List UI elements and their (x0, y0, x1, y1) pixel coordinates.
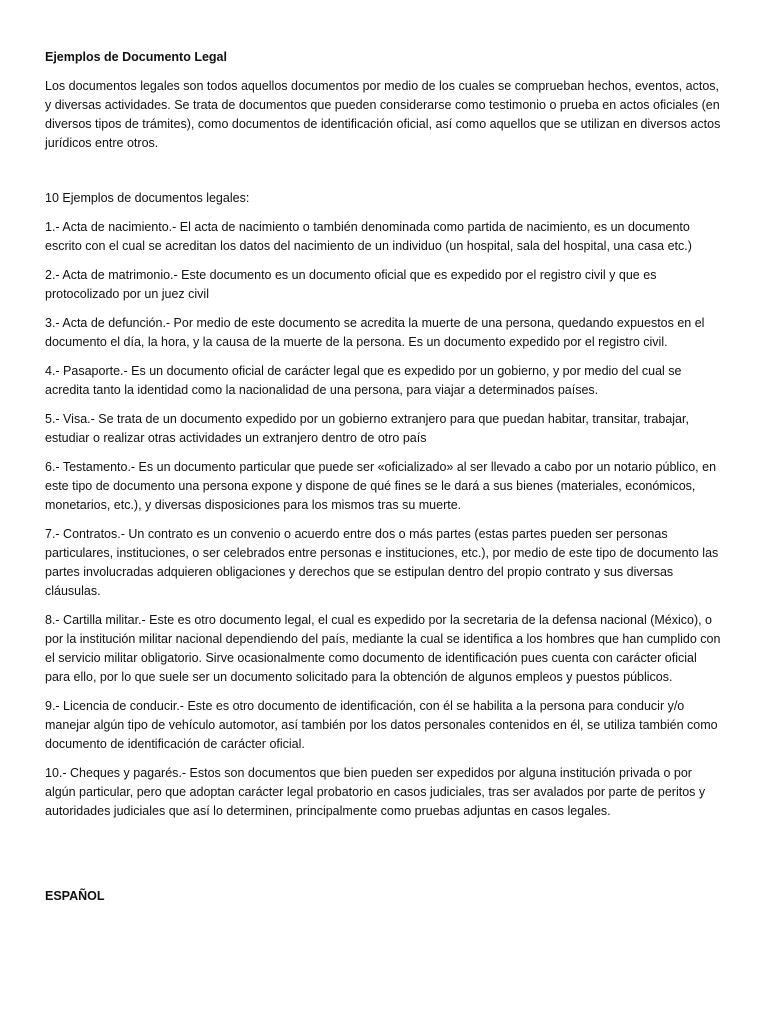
list-item-10: 10.- Cheques y pagarés.- Estos son documentos que bien pueden ser expedidos por alguna institución privada o por algún particular, pero que adoptan carácter legal probatorio en casos judiciales, tras ser avalados por parte de peritos y autoridades judiciales que así lo determinen, principalmente como pruebas adjuntas en casos legales. (45, 766, 706, 818)
list-item-8: 8.- Cartilla militar.- Este es otro documento legal, el cual es expedido por la secretaria de la defensa nacional (México), o por la institución militar nacional dependiendo del país, mediante la cual se identifica a los hombres que han cumplido con el servicio militar obligatorio. Sirve ocasionalmente como documento de identificación pues cuenta con carácter oficial para ello, por lo que suele ser un documento solicitado para la obtención de algunos empleos y puestos públicos. (45, 613, 721, 684)
document-title: Ejemplos de Documento Legal (45, 50, 227, 64)
list-item-6: 6.- Testamento.- Es un documento particular que puede ser «oficializado» al ser llevado a cabo por un notario público, en este tipo de documento una persona expone y dispone de qué fines se le dará a sus bienes (materiales, económicos, monetarios, etc.), y diversas disposiciones para los mismos tras su muerte. (45, 460, 717, 512)
document-body (45, 48, 725, 831)
list-item-5: 5.- Visa.- Se trata de un documento expedido por un gobierno extranjero para que puedan habitar, transitar, trabajar, estudiar o realizar otras actividades un extranjero dentro de otro país (45, 412, 689, 445)
language-label: ESPAÑOL (45, 889, 105, 903)
list-item-2: 2.- Acta de matrimonio.- Este documento es un documento oficial que es expedido por el registro civil y que es protocolizado por un juez civil (45, 268, 657, 301)
list-heading: 10 Ejemplos de documentos legales: (45, 191, 250, 205)
list-item-7: 7.- Contratos.- Un contrato es un convenio o acuerdo entre dos o más partes (estas partes pueden ser personas particulares, instituciones, o ser celebrados entre personas e instituciones, etc.), por medio de este tipo de documento las partes involucradas adquieren obligaciones y derechos que se estipulan dentro del propio contrato y sus diversas cláusulas. (45, 527, 719, 598)
list-item-1: 1.- Acta de nacimiento.- El acta de nacimiento o también denominada como partida de nacimiento, es un documento escrito con el cual se acreditan los datos del nacimiento de un individuo (un hospital, sala del hospital, una casa etc.) (45, 220, 692, 253)
intro-paragraph: Los documentos legales son todos aquellos documentos por medio de los cuales se comprueban hechos, eventos, actos, y diversas actividades. Se trata de documentos que pueden considerarse como testimonio o prueba en actos oficiales (en diversos tipos de trámites), como documentos de identificación oficial, así como aquellos que se utilizan en diversos actos jurídicos entre otros. (45, 79, 721, 150)
list-item-4: 4.- Pasaporte.- Es un documento oficial de carácter legal que es expedido por un gobierno, y por medio del cual se acredita tanto la identidad como la nacionalidad de una persona, para viajar a determinados países. (45, 364, 682, 397)
list-item-9: 9.- Licencia de conducir.- Este es otro documento de identificación, con él se habilita a la persona para conducir y/o manejar algún tipo de vehículo automotor, así también por los datos personales contenidos en él, se utiliza también como documento de identificación de carácter oficial. (45, 699, 718, 751)
list-item-3: 3.- Acta de defunción.- Por medio de este documento se acredita la muerte de una persona, quedando expuestos en el documento el día, la hora, y la causa de la muerte de la persona. Es un documento expedido por el registro civil. (45, 316, 705, 349)
